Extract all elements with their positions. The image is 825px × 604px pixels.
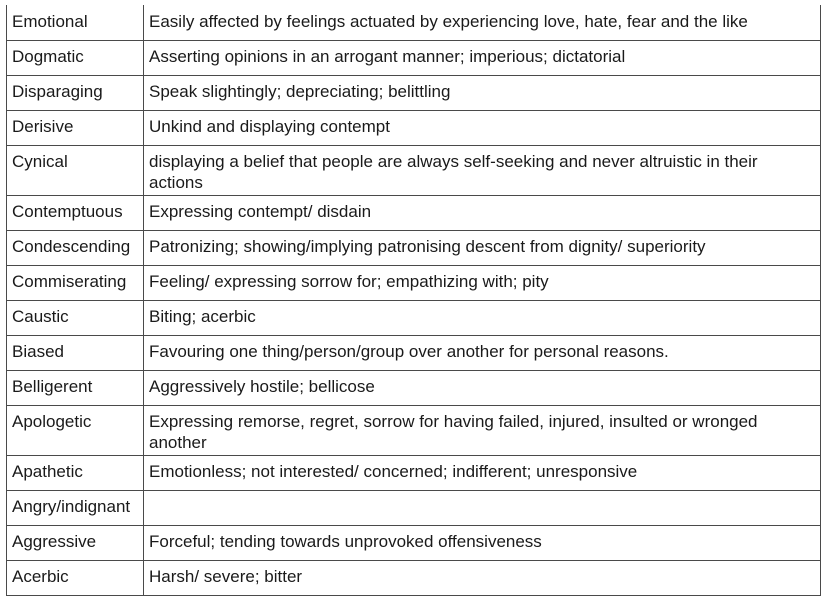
definition-cell: Biting; acerbic [144, 301, 821, 336]
table-row [7, 76, 821, 111]
table-row [7, 301, 821, 336]
definition-cell: Aggressively hostile; bellicose [144, 371, 821, 406]
term-cell: Aggressive [7, 526, 144, 561]
term-cell: Apathetic [7, 456, 144, 491]
table-row [7, 561, 821, 596]
term-cell: Biased [7, 336, 144, 371]
definition-cell: Easily affected by feelings actuated by experiencing love, hate, fear and the like [144, 5, 821, 41]
definition-cell: displaying a belief that people are always self-seeking and never altruistic in their actions [144, 146, 821, 196]
definition-cell: Harsh/ severe; bitter [144, 561, 821, 596]
table-row [7, 231, 821, 266]
tone-glossary-table [6, 5, 821, 596]
term-cell: Condescending [7, 231, 144, 266]
term-cell: Acerbic [7, 561, 144, 596]
definition-cell: Emotionless; not interested/ concerned; indifferent; unresponsive [144, 456, 821, 491]
table-row [7, 371, 821, 406]
term-cell: Emotional [7, 5, 144, 41]
table-row [7, 456, 821, 491]
definition-cell: Unkind and displaying contempt [144, 111, 821, 146]
term-cell: Caustic [7, 301, 144, 336]
table-row [7, 526, 821, 561]
term-cell: Cynical [7, 146, 144, 196]
table-row [7, 406, 821, 456]
table-row [7, 491, 821, 526]
term-cell: Apologetic [7, 406, 144, 456]
table-row [7, 5, 821, 41]
term-cell: Belligerent [7, 371, 144, 406]
term-cell: Derisive [7, 111, 144, 146]
definition-cell: Forceful; tending towards unprovoked offensiveness [144, 526, 821, 561]
term-cell: Contemptuous [7, 196, 144, 231]
term-cell: Commiserating [7, 266, 144, 301]
table-row [7, 336, 821, 371]
definition-cell: Expressing contempt/ disdain [144, 196, 821, 231]
table-row [7, 266, 821, 301]
term-cell: Angry/indignant [7, 491, 144, 526]
term-cell: Dogmatic [7, 41, 144, 76]
definition-cell [144, 491, 821, 526]
definition-cell: Patronizing; showing/implying patronising descent from dignity/ superiority [144, 231, 821, 266]
definition-cell: Favouring one thing/person/group over another for personal reasons. [144, 336, 821, 371]
definition-cell: Feeling/ expressing sorrow for; empathizing with; pity [144, 266, 821, 301]
table-row [7, 41, 821, 76]
term-cell: Disparaging [7, 76, 144, 111]
glossary-table-container [6, 5, 820, 596]
table-row [7, 146, 821, 196]
definition-cell: Asserting opinions in an arrogant manner; imperious; dictatorial [144, 41, 821, 76]
definition-cell: Speak slightingly; depreciating; belittling [144, 76, 821, 111]
table-row [7, 111, 821, 146]
definition-cell: Expressing remorse, regret, sorrow for having failed, injured, insulted or wronged another [144, 406, 821, 456]
table-row [7, 196, 821, 231]
